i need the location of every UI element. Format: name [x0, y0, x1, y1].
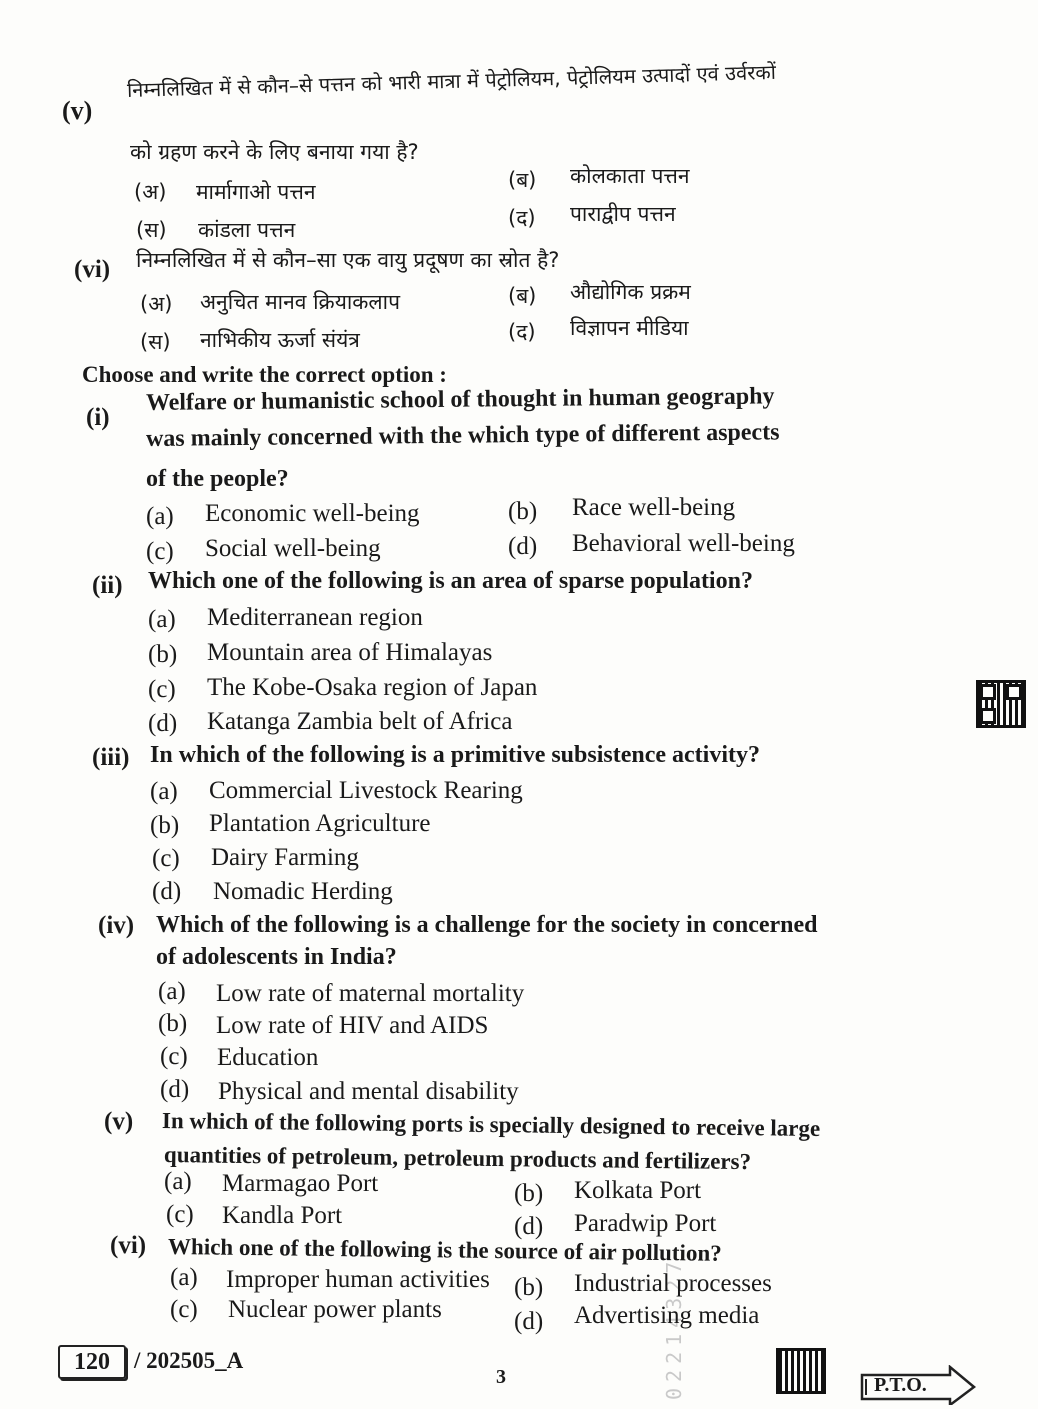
hindi-q5-opt-c: कांडला पत्तन [198, 218, 296, 242]
q1-opt-d: Behavioral well-being [572, 530, 795, 557]
q2-opt-a: Mediterranean region [207, 604, 423, 631]
paper-code: / 202505_A [134, 1348, 244, 1373]
q2-line1: Which one of the following is an area of sparse population? [148, 568, 753, 594]
q2-opt-b-label: (b) [148, 641, 178, 668]
hindi-q6-opt-c: नाभिकीय ऊर्जा संयंत्र [200, 328, 360, 352]
q5-opt-b-label: (b) [514, 1180, 544, 1207]
barcode-icon [776, 1348, 826, 1394]
hindi-q5-opt-c-label: (स) [136, 218, 167, 242]
q2-number: (ii) [92, 572, 123, 599]
q6-opt-c: Nuclear power plants [228, 1296, 442, 1323]
hindi-q6-opt-b-label: (ब) [508, 284, 537, 308]
q4-opt-d-label: (d) [160, 1076, 190, 1103]
q5-opt-d-label: (d) [514, 1213, 544, 1240]
hindi-q5-opt-a: मार्मागाओ पत्तन [196, 180, 316, 204]
q4-opt-b: Low rate of HIV and AIDS [216, 1012, 489, 1039]
q2-opt-c-label: (c) [148, 676, 176, 703]
watermark-serial: 02214327 [662, 1255, 686, 1400]
q4-line1: Which of the following is a challenge for the society in concerned [156, 912, 818, 938]
q2-opt-a-label: (a) [148, 606, 176, 633]
hindi-q5-line1: निम्नलिखित में से कौन–से पत्तन को भारी मात्रा में पेट्रोलियम, पेट्रोलियम उत्पादों एवं उर्वरकों [126, 59, 777, 102]
q4-opt-b-label: (b) [158, 1010, 188, 1037]
q4-opt-d: Physical and mental disability [218, 1078, 519, 1105]
pto-arrow [858, 1365, 978, 1405]
qr-code-icon [976, 680, 1026, 728]
q1-opt-b-label: (b) [508, 498, 538, 525]
q6-opt-a: Improper human activities [226, 1266, 490, 1293]
q2-opt-d-label: (d) [148, 710, 178, 737]
pto-label: P.T.O. [874, 1374, 927, 1396]
q2-opt-d: Katanga Zambia belt of Africa [207, 708, 513, 735]
q3-opt-b: Plantation Agriculture [209, 810, 431, 837]
hindi-q6-line1: निम्नलिखित में से कौन–सा एक वायु प्रदूषण का स्रोत है? [136, 248, 560, 272]
q3-number: (iii) [92, 744, 130, 771]
q5-line1: In which of the following ports is specially designed to receive large [161, 1108, 821, 1142]
subject-code-box: 120 [58, 1345, 126, 1379]
q4-line2: of adolescents in India? [156, 944, 397, 970]
instruction: Choose and write the correct option : [82, 362, 447, 387]
q4-opt-c: Education [217, 1044, 319, 1071]
q5-line2: quantities of petroleum, petroleum products and fertilizers? [163, 1142, 752, 1175]
q5-opt-a-label: (a) [164, 1168, 192, 1195]
q1-opt-d-label: (d) [508, 533, 538, 560]
q1-number: (i) [86, 404, 110, 431]
hindi-q6-opt-d: विज्ञापन मीडिया [570, 316, 689, 340]
hindi-q6-opt-b: औद्योगिक प्रक्रम [570, 280, 691, 304]
q3-opt-c-label: (c) [152, 845, 180, 872]
q5-opt-b: Kolkata Port [574, 1177, 702, 1204]
hindi-q5-opt-d: पाराद्वीप पत्तन [570, 202, 676, 226]
q1-opt-c-label: (c) [146, 538, 174, 565]
hindi-q5-opt-d-label: (द) [508, 206, 536, 230]
q5-number: (v) [104, 1108, 134, 1135]
q1-opt-a: Economic well-being [205, 500, 420, 527]
hindi-q5-number: (v) [62, 96, 93, 125]
q6-opt-a-label: (a) [170, 1264, 198, 1291]
q2-opt-c: The Kobe-Osaka region of Japan [207, 674, 538, 701]
q6-line1: Which one of the following is the source of air pollution? [167, 1234, 722, 1266]
q2-opt-b: Mountain area of Himalayas [207, 639, 493, 666]
q3-opt-d: Nomadic Herding [213, 878, 393, 905]
q3-line1: In which of the following is a primitive subsistence activity? [150, 742, 760, 768]
q1-line2: was mainly concerned with the which type of different aspects [145, 419, 780, 452]
hindi-q5-opt-a-label: (अ) [134, 180, 167, 204]
q4-opt-a-label: (a) [158, 978, 186, 1005]
q4-number: (iv) [98, 912, 135, 939]
q6-number: (vi) [110, 1232, 147, 1259]
hindi-q6-opt-c-label: (स) [140, 330, 171, 354]
q1-line3: of the people? [146, 466, 289, 492]
q3-opt-d-label: (d) [152, 878, 182, 905]
q1-opt-b: Race well-being [572, 494, 736, 521]
q6-opt-c-label: (c) [170, 1296, 198, 1323]
q6-opt-d-label: (d) [514, 1308, 544, 1335]
q6-opt-d: Advertising media [574, 1302, 760, 1329]
q6-opt-b: Industrial processes [574, 1270, 772, 1297]
q1-opt-c: Social well-being [205, 535, 381, 562]
q3-opt-a: Commercial Livestock Rearing [209, 777, 523, 804]
q5-opt-a: Marmagao Port [222, 1170, 379, 1197]
q5-opt-d: Paradwip Port [574, 1210, 717, 1237]
q5-opt-c-label: (c) [166, 1201, 194, 1228]
hindi-q6-number: (vi) [74, 256, 111, 283]
q3-opt-a-label: (a) [150, 778, 178, 805]
q1-opt-a-label: (a) [146, 503, 174, 530]
page-number: 3 [496, 1366, 506, 1388]
q4-opt-c-label: (c) [160, 1043, 188, 1070]
q3-opt-b-label: (b) [150, 812, 180, 839]
q3-opt-c: Dairy Farming [211, 844, 359, 871]
q5-opt-c: Kandla Port [222, 1202, 343, 1229]
hindi-q6-opt-a-label: (अ) [140, 292, 173, 316]
hindi-q5-opt-b-label: (ब) [508, 168, 537, 192]
hindi-q6-opt-a: अनुचित मानव क्रियाकलाप [200, 290, 401, 314]
hindi-q6-opt-d-label: (द) [508, 320, 536, 344]
hindi-q5-opt-b: कोलकाता पत्तन [570, 164, 690, 188]
q4-opt-a: Low rate of maternal mortality [216, 980, 525, 1007]
q6-opt-b-label: (b) [514, 1274, 544, 1301]
hindi-q5-line2: को ग्रहण करने के लिए बनाया गया है? [130, 140, 419, 164]
q1-line1: Welfare or humanistic school of thought in human geography [145, 383, 775, 416]
